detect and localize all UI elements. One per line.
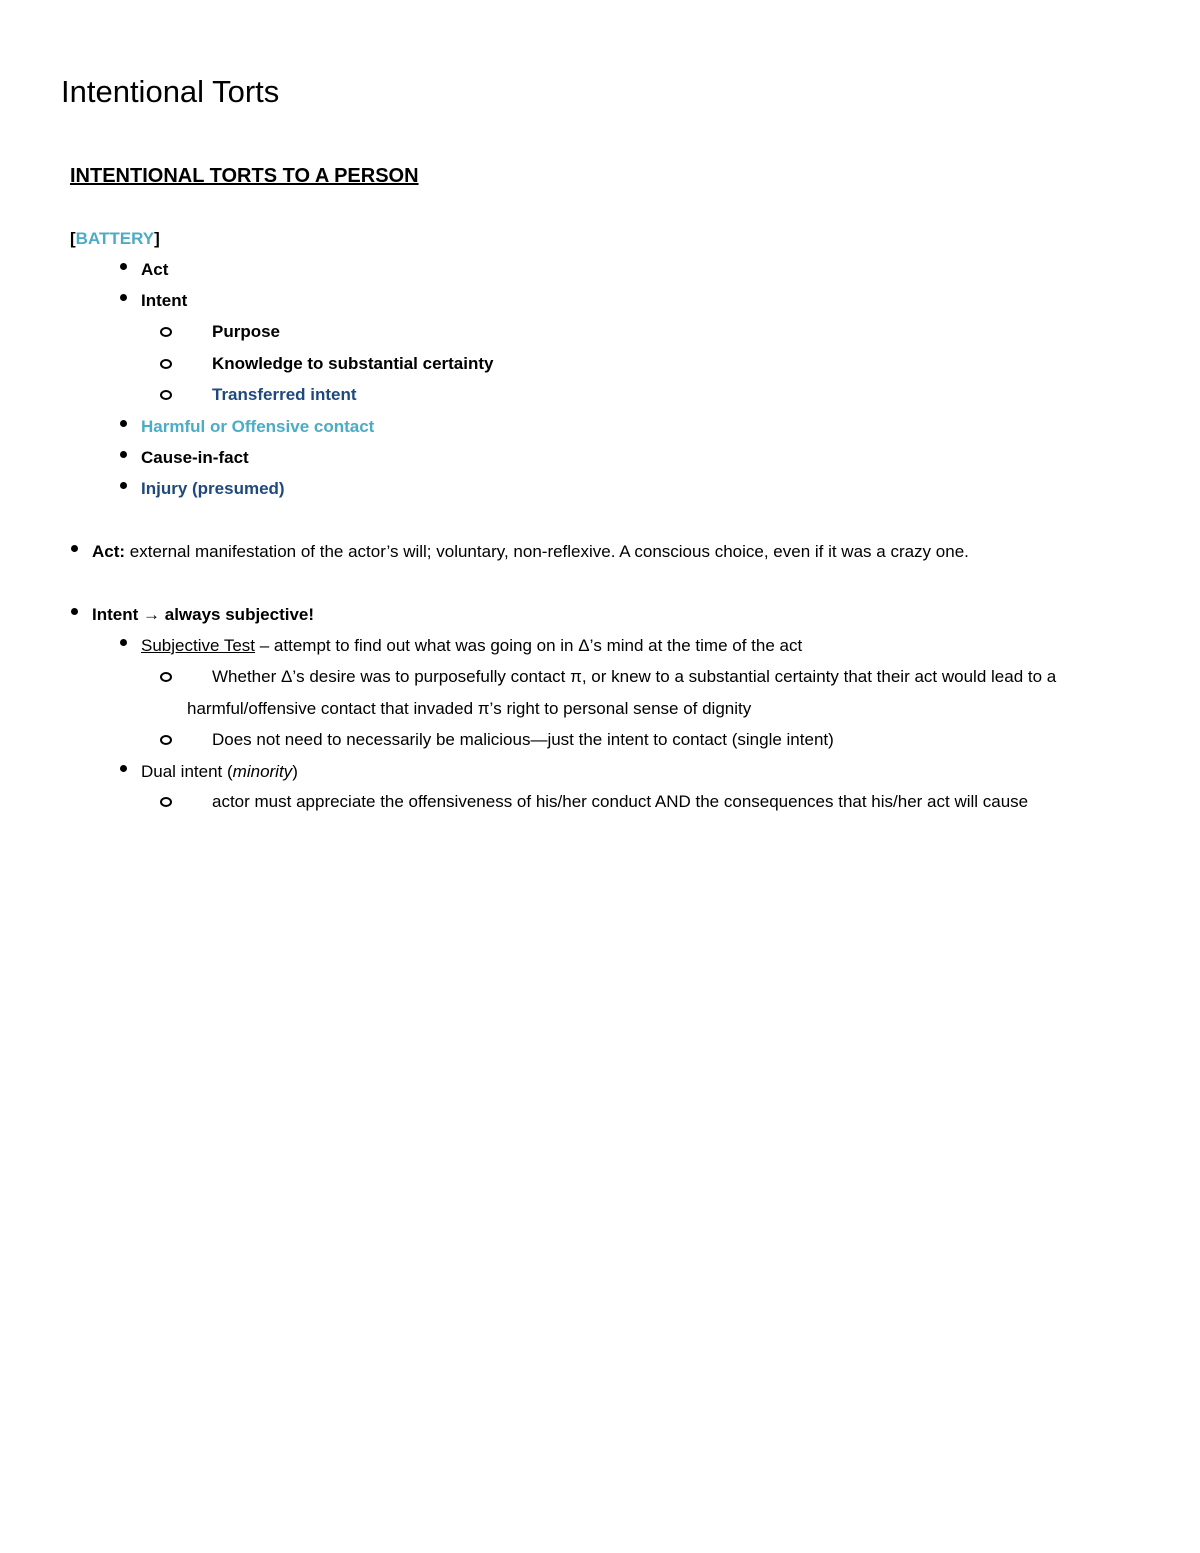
bullet-ring-icon <box>160 735 172 745</box>
battery-item-injury: Injury (presumed) <box>141 479 285 498</box>
dual-intent: Dual intent (minority) <box>141 762 298 781</box>
battery-item-act: Act <box>141 260 169 279</box>
act-definition: Act: external manifestation of the actor’s will; voluntary, non-reflexive. A conscious choice, even if it was a crazy one. <box>92 542 969 561</box>
bullet-dot-icon <box>120 451 127 458</box>
bullet-dot-icon <box>120 765 127 772</box>
battery-item-cause: Cause-in-fact <box>141 448 249 467</box>
subjective-sub1-line2: harmful/offensive contact that invaded π’s right to personal sense of dignity <box>187 699 752 718</box>
intent-sub-purpose: Purpose <box>212 322 281 341</box>
intent-definition: Intent → always subjective! <box>92 605 315 624</box>
bullet-dot-icon <box>120 482 127 489</box>
battery-item-contact: Harmful or Offensive contact <box>141 417 375 436</box>
bullet-dot-icon <box>120 294 127 301</box>
document-title: Intentional Torts <box>61 74 280 109</box>
bullet-ring-icon <box>160 359 172 369</box>
bullet-dot-icon <box>71 608 78 615</box>
intent-sub-transferred: Transferred intent <box>212 385 357 404</box>
bullet-dot-icon <box>120 639 127 646</box>
bullet-dot-icon <box>71 545 78 552</box>
subjective-sub2: Does not need to necessarily be malicious—just the intent to contact (single intent) <box>212 730 834 749</box>
dual-sub1: actor must appreciate the offensiveness of his/her conduct AND the consequences that his/her act will cause <box>212 792 1029 811</box>
bullet-ring-icon <box>160 797 172 807</box>
battery-item-intent: Intent <box>141 291 188 310</box>
arrow-right-icon: → <box>143 605 161 624</box>
intent-sub-knowledge: Knowledge to substantial certainty <box>212 354 494 373</box>
bullet-dot-icon <box>120 263 127 270</box>
bullet-ring-icon <box>160 672 172 682</box>
bullet-dot-icon <box>120 420 127 427</box>
section-heading: INTENTIONAL TORTS TO A PERSON <box>70 165 419 187</box>
bullet-ring-icon <box>160 327 172 337</box>
subjective-test: Subjective Test – attempt to find out what was going on in Δ’s mind at the time of the act <box>141 636 803 655</box>
subjective-sub1-line1: Whether Δ’s desire was to purposefully contact π, or knew to a substantial certainty that their act would lead to a <box>212 667 1057 686</box>
bullet-ring-icon <box>160 390 172 400</box>
battery-label: [BATTERY] <box>70 229 160 248</box>
